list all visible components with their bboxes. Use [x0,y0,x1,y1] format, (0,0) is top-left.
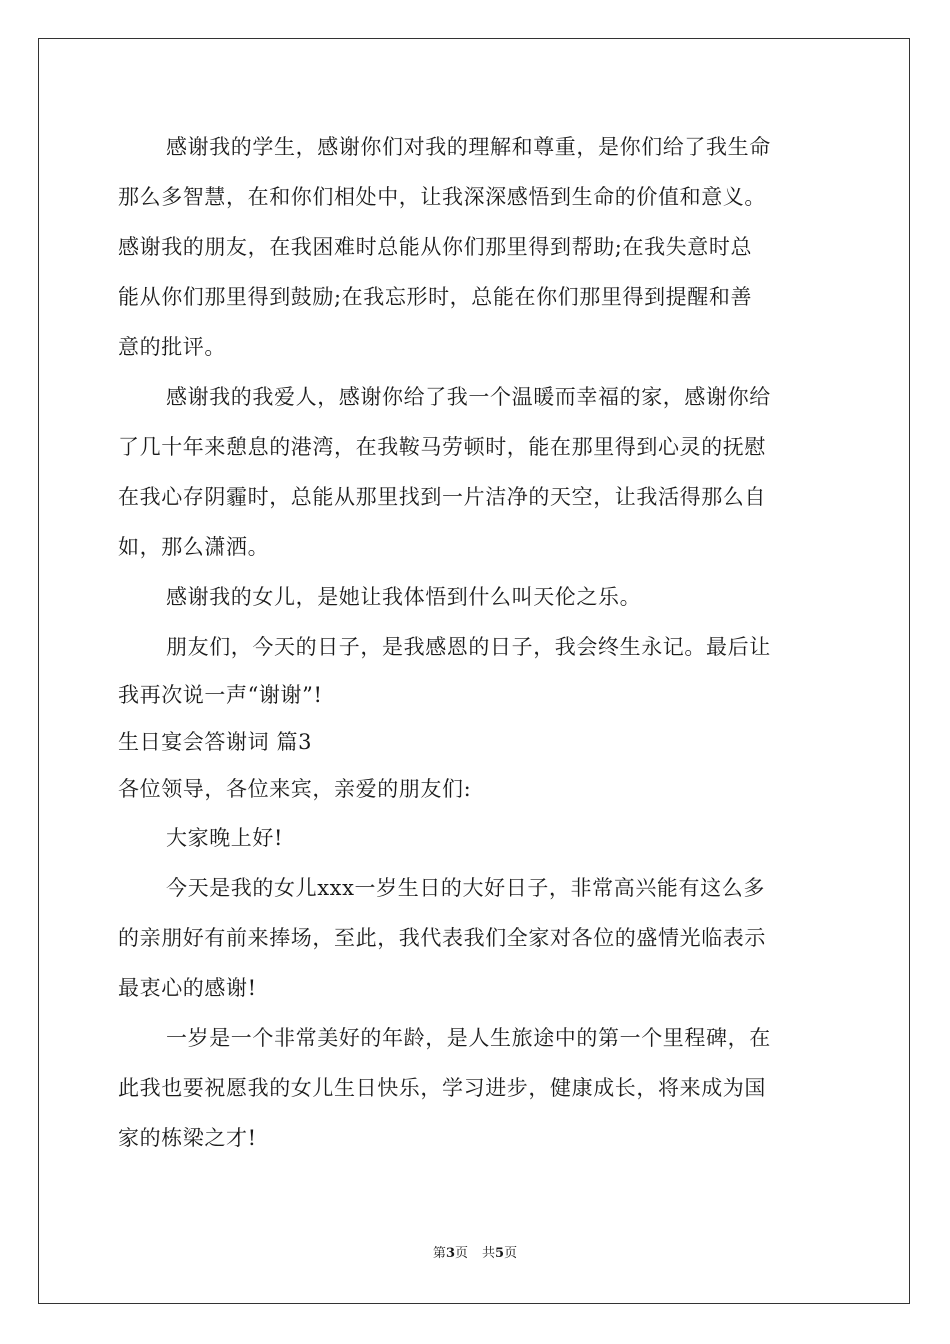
text-line: 今天是我的女儿xxx一岁生日的大好日子，非常高兴能有这么多 [166,876,765,900]
text-line: 最衷心的感谢! [118,976,257,1000]
text-line: 朋友们，今天的日子，是我感恩的日子，我会终生永记。最后让 [166,635,771,659]
page-prefix: 第 [432,1246,446,1261]
page-suffix: 页 [454,1246,468,1261]
text-line: 了几十年来憩息的港湾，在我鞍马劳顿时，能在那里得到心灵的抚慰 [118,435,766,459]
text-line: 感谢我的学生，感谢你们对我的理解和尊重，是你们给了我生命 [166,135,771,159]
text-line: 能从你们那里得到鼓励;在我忘形时，总能在你们那里得到提醒和善 [118,285,753,309]
text-line: 此我也要祝愿我的女儿生日快乐，学习进步，健康成长，将来成为国 [118,1076,766,1100]
total-prefix: 共 [482,1246,496,1261]
text-line: 感谢我的朋友，在我困难时总能从你们那里得到帮助;在我失意时总 [118,235,753,259]
text-line: 家的栋梁之才! [118,1126,257,1150]
text-line: 感谢我的我爱人，感谢你给了我一个温暖而幸福的家，感谢你给 [166,385,771,409]
page-current: 3 [445,1246,455,1261]
section-heading: 生日宴会答谢词 篇3 [118,730,313,754]
text-line: 的亲朋好有前来捧场，至此，我代表我们全家对各位的盛情光临表示 [118,926,766,950]
salutation: 各位领导，各位来宾，亲爱的朋友们: [118,777,472,801]
greeting: 大家晚上好! [166,826,284,850]
text-line: 我再次说一声“谢谢”! [118,683,323,707]
text-line: 如，那么潇洒。 [118,535,270,559]
document-body [118,122,834,1163]
text-line: 在我心存阴霾时，总能从那里找到一片洁净的天空，让我活得那么自 [118,485,766,509]
page-total: 5 [495,1246,505,1261]
total-suffix: 页 [504,1246,518,1261]
text-line: 那么多智慧，在和你们相处中，让我深深感悟到生命的价值和意义。 [118,185,766,209]
text-line: 意的批评。 [118,335,226,359]
page-footer [0,1244,950,1264]
text-line: 一岁是一个非常美好的年龄，是人生旅途中的第一个里程碑，在 [166,1026,771,1050]
text-line: 感谢我的女儿，是她让我体悟到什么叫天伦之乐。 [166,585,642,609]
